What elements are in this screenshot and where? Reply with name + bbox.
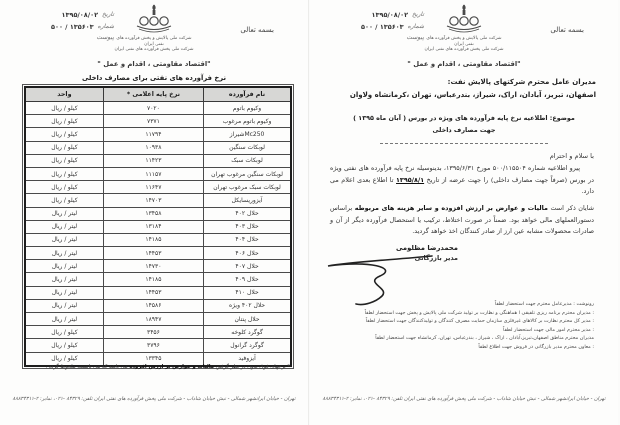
letterhead-footer-address: تهران - خیابان ایرانشهر شمالی - نبش خیابان شاداب - شرکت ملی پخش فرآورده های نفتی ایران تلفن: ۸۴۳۲۹ -۰۲۱، نمابر: ۲-۸۸۸۳۴۳۱۱ — [12, 396, 296, 402]
body-paragraph-1 — [330, 163, 594, 198]
product-rate: ۱۳۳۴۵ — [103, 352, 203, 366]
table-footnote — [18, 364, 290, 370]
product-unit: کیلو / ریال — [25, 128, 103, 141]
product-unit: لیتر / ریال — [25, 286, 103, 299]
product-name: گوگرد گرانول — [204, 339, 291, 352]
table-header-row — [25, 87, 291, 102]
product-name: حلال پنتان — [204, 313, 291, 326]
product-name: گوگرد کلوخه — [204, 326, 291, 339]
date-label: تاریخ — [412, 11, 424, 18]
product-unit: کیلو / ریال — [25, 352, 103, 366]
product-name: لوبکات سبک مرغوب تهران — [204, 181, 291, 194]
page-rate-table — [0, 0, 309, 425]
product-name: حلال ۴۰۹ — [204, 273, 291, 286]
product-rate: ۷۰۲۰ — [103, 102, 203, 115]
product-rate: ۱۸۹۴۷ — [103, 313, 203, 326]
product-unit: کیلو / ریال — [25, 102, 103, 115]
subject-line-2: جهت مصارف داخلی — [432, 126, 496, 135]
product-rate: ۱۴۵۸۶ — [103, 299, 203, 312]
product-rate: ۱۱۴۲۳ — [103, 154, 203, 167]
product-name: وکیوم باتوم — [204, 102, 291, 115]
table-row — [25, 181, 291, 194]
letterhead-footer-address: تهران - خیابان ایرانشهر شمالی - نبش خیابان شاداب - شرکت ملی پخش فرآورده های نفتی ایران تلفن: ۸۴۳۲۹ -۰۲۱، نمابر: ۲-۸۸۸۳۴۳۱۱ — [322, 396, 606, 402]
product-unit: کیلو / ریال — [25, 115, 103, 128]
company-logo — [422, 4, 506, 53]
product-name: حلال ۴۰۴ — [204, 233, 291, 246]
cc-line: : مدیران محترم برنامه ریزی تلفیقی ا هماهنگی و نظارت بر تولید شرکت ملی پالایش و پخش جهت استحضار لطفاً — [364, 309, 594, 316]
product-rate: ۷۳۷۱ — [103, 115, 203, 128]
footnote-post: می باشد که می بایست ملحوظ گردد . — [45, 364, 130, 370]
body-paragraph-2 — [330, 203, 594, 238]
product-rate: ۱۴۱۸۵ — [103, 233, 203, 246]
letter-meta-block — [14, 10, 114, 44]
product-rate: ۱۱۱۵۷ — [103, 167, 203, 180]
product-name: حلال ۴۰۷ — [204, 260, 291, 273]
product-rate: ۱۴۴۵۳ — [103, 247, 203, 260]
table-row — [25, 141, 291, 154]
addressee-block — [332, 76, 596, 103]
subject-divider — [380, 143, 548, 144]
table-row — [25, 286, 291, 299]
col-header-rate: نرخ پایه اعلامی * — [103, 87, 203, 102]
footnote-bold: مالیات و عوارض بر ارزش افزوده — [129, 364, 214, 370]
attachment-label: پیوست — [406, 34, 424, 42]
product-unit: لیتر / ریال — [25, 247, 103, 260]
number-label: شماره — [407, 22, 424, 30]
p1-pre: پیرو اطلاعیه شماره ۵۰۰/۱۱۵۵۰۴ مورخ ۱۳۹۵/۶/۳۱، بدینوسیله نرخ پایه فرآورده های نفتی ویژه در بورس (صرفاً جهت مصارف داخلی) را جهت عرضه از تاریخ — [330, 164, 595, 184]
table-row — [25, 167, 291, 180]
cc-line: مدیران محترم مناطق اصفهان،تبریز،آبادان ، اراک ، شیراز ، بندرعباس، تهران، کرمانشاه جهت استحضار لطفاً — [375, 335, 594, 342]
product-name: حلال ۴۰۲ ویژه — [204, 299, 291, 312]
table-row — [25, 220, 291, 233]
table-row — [25, 194, 291, 207]
product-name: حلال ۴۱۰ — [204, 286, 291, 299]
product-unit: کیلو / ریال — [25, 194, 103, 207]
subject-line-1: موضوع: اطلاعیه نرخ پایه فرآورده های ویژه در بورس ( آبان ماه ۱۳۹۵ ) — [353, 114, 575, 122]
logo-caption-1: شرکت ملی پالایش و پخش فرآورده های نفتی ایران — [426, 36, 502, 47]
addressee-line-2: اصفهان، تبریز، آبادان، اراک، شیراز، بندرعباس، تهران ،کرمانشاه ولاوان — [349, 91, 596, 100]
cc-line: رونوشت : مدیرعامل محترم جهت استحضار لطفاً — [494, 301, 594, 307]
col-header-product: نام فرآورده — [204, 87, 291, 102]
product-unit: لیتر / ریال — [25, 220, 103, 233]
table-row — [25, 273, 291, 286]
logo-caption-1: شرکت ملی پالایش و پخش فرآورده های نفتی ایران — [116, 36, 192, 47]
cc-line: : معاون محترم مدیر بازرگانی در فروش جهت اطلاع لطفاً — [478, 343, 594, 350]
nioc-torch-emblem-icon — [134, 4, 174, 36]
p1-post: تا اطلاع بعدی اعلام می دارد. — [330, 175, 594, 196]
addressee-line-1: مدیران عامل محترم شرکتهای پالایش نفت: — [447, 78, 596, 86]
table-row — [25, 154, 291, 167]
cc-distribution-list — [324, 300, 594, 351]
product-unit: کیلو / ریال — [25, 326, 103, 339]
product-unit: لیتر / ریال — [25, 207, 103, 220]
col-header-unit: واحد — [25, 87, 103, 102]
product-name: آیزوریسایکل — [204, 194, 291, 207]
product-unit: کیلو / ریال — [25, 141, 103, 154]
table-row — [25, 247, 291, 260]
product-unit: کیلو / ریال — [25, 339, 103, 352]
letter-number: ۵۰۰ / ۱۳۵۶۰۳ — [361, 22, 404, 31]
footnote-pre: * نرخهای فوق بدون در نظر گرفتن — [213, 364, 290, 370]
signatory-title: مدیر بازرگانی — [414, 254, 458, 262]
letter-date: ۱۳۹۵/۰۸/۰۲ — [371, 11, 409, 19]
p1-date-bold: ۱۳۹۵/۸/۱ — [396, 175, 425, 184]
cc-line: : مدیر کل محترم نظارت بر کالاهای غیرفلزی سازمان حمایت مصرف کنندگان و تولیدکنندگان جهت استحضار لطفاً — [365, 318, 594, 325]
slogan-text: "اقتصاد مقاومتی ، اقدام و عمل " — [407, 60, 521, 68]
product-rate: ۱۰۹۳۸ — [103, 141, 203, 154]
letter-meta-block — [324, 10, 424, 44]
product-rate: ۱۴۱۸۵ — [103, 273, 203, 286]
product-name: لوبکات سنگین — [204, 141, 291, 154]
slogan-text: "اقتصاد مقاومتی ، اقدام و عمل " — [97, 60, 211, 68]
product-unit: لیتر / ریال — [25, 299, 103, 312]
logo-caption-2: شرکت ملی پخش فرآورده های نفتی ایران — [424, 47, 504, 53]
date-label: تاریخ — [102, 11, 114, 18]
cc-line: : مدیر محترم امور مالی جهت استحضار لطفاً — [502, 326, 594, 333]
product-rate: ۱۱۶۴۷ — [103, 181, 203, 194]
table-row — [25, 233, 291, 246]
table-row — [25, 260, 291, 273]
besmeleh-text: بسمه تعالی — [240, 26, 274, 34]
table-row — [25, 339, 291, 352]
product-rate: ۱۱۷۹۴ — [103, 128, 203, 141]
besmeleh-text: بسمه تعالی — [550, 26, 584, 34]
table-row — [25, 102, 291, 115]
product-name: حلال ۴۰۶ — [204, 247, 291, 260]
signature-block — [328, 244, 458, 262]
product-rates-table — [24, 86, 292, 367]
table-row — [25, 207, 291, 220]
letter-number: ۵۰۰ / ۱۳۵۶۰۳ — [51, 22, 94, 31]
table-row — [25, 115, 291, 128]
product-name: لوبکات سبک — [204, 154, 291, 167]
table-row — [25, 326, 291, 339]
product-unit: کیلو / ریال — [25, 154, 103, 167]
table-row — [25, 313, 291, 326]
product-rate: ۱۳۴۵۸ — [103, 207, 203, 220]
product-name: وکیوم باتوم مرغوب — [204, 115, 291, 128]
p2-bold: مالیات و عوارض بر ارزش افزوده و سایر هزینه های مربوطه — [354, 204, 548, 212]
page-letter-body — [310, 0, 618, 425]
subject-block — [310, 112, 618, 136]
p2-post: براساس دستورالعملهای مالی خواهد بود. ضمناً در صورت اختلاط، ترکیب یا استحصال فرآورده دیگر از آن و صادرات محصولات مشابه عین ارز از صادر کنندگان اخذ خواهد گردید. — [330, 204, 594, 236]
signatory-name: محمدرضا مظلومی — [396, 244, 458, 252]
product-name: حلال ۴۰۳ — [204, 220, 291, 233]
product-rate: ۳۴۵۶ — [103, 326, 203, 339]
product-unit: لیتر / ریال — [25, 260, 103, 273]
attachment-label: پیوست — [96, 34, 114, 42]
handwritten-signature-icon — [320, 246, 440, 308]
logo-caption-2: شرکت ملی پخش فرآورده های نفتی ایران — [114, 47, 194, 53]
number-label: شماره — [97, 22, 114, 30]
product-name: حلال ۴۰۲ — [204, 207, 291, 220]
product-unit: کیلو / ریال — [25, 181, 103, 194]
nioc-torch-emblem-icon — [444, 4, 484, 36]
salutation-text: با سلام و احترام — [549, 152, 594, 160]
product-rate: ۱۴۷۳۰ — [103, 260, 203, 273]
product-rate: ۱۴۴۵۳ — [103, 286, 203, 299]
product-unit: لیتر / ریال — [25, 233, 103, 246]
product-name: لوبکات سنگین مرغوب تهران — [204, 167, 291, 180]
p2-pre: شایان ذکر است — [547, 204, 595, 212]
product-unit: کیلو / ریال — [25, 167, 103, 180]
table-row — [25, 299, 291, 312]
product-name: Mc250شیراز — [204, 128, 291, 141]
product-rate: ۱۴۷۰۳ — [103, 194, 203, 207]
table-row — [25, 128, 291, 141]
product-name: آیزوفید — [204, 352, 291, 366]
table-title: نرخ فرآورده های نفتی برای مصارف داخلی — [81, 74, 227, 82]
company-logo — [112, 4, 196, 53]
product-unit: لیتر / ریال — [25, 273, 103, 286]
letter-date: ۱۳۹۵/۰۸/۰۲ — [61, 11, 99, 19]
product-rate: ۱۳۱۸۴ — [103, 220, 203, 233]
product-unit: لیتر / ریال — [25, 313, 103, 326]
product-rate: ۳۷۹۶ — [103, 339, 203, 352]
